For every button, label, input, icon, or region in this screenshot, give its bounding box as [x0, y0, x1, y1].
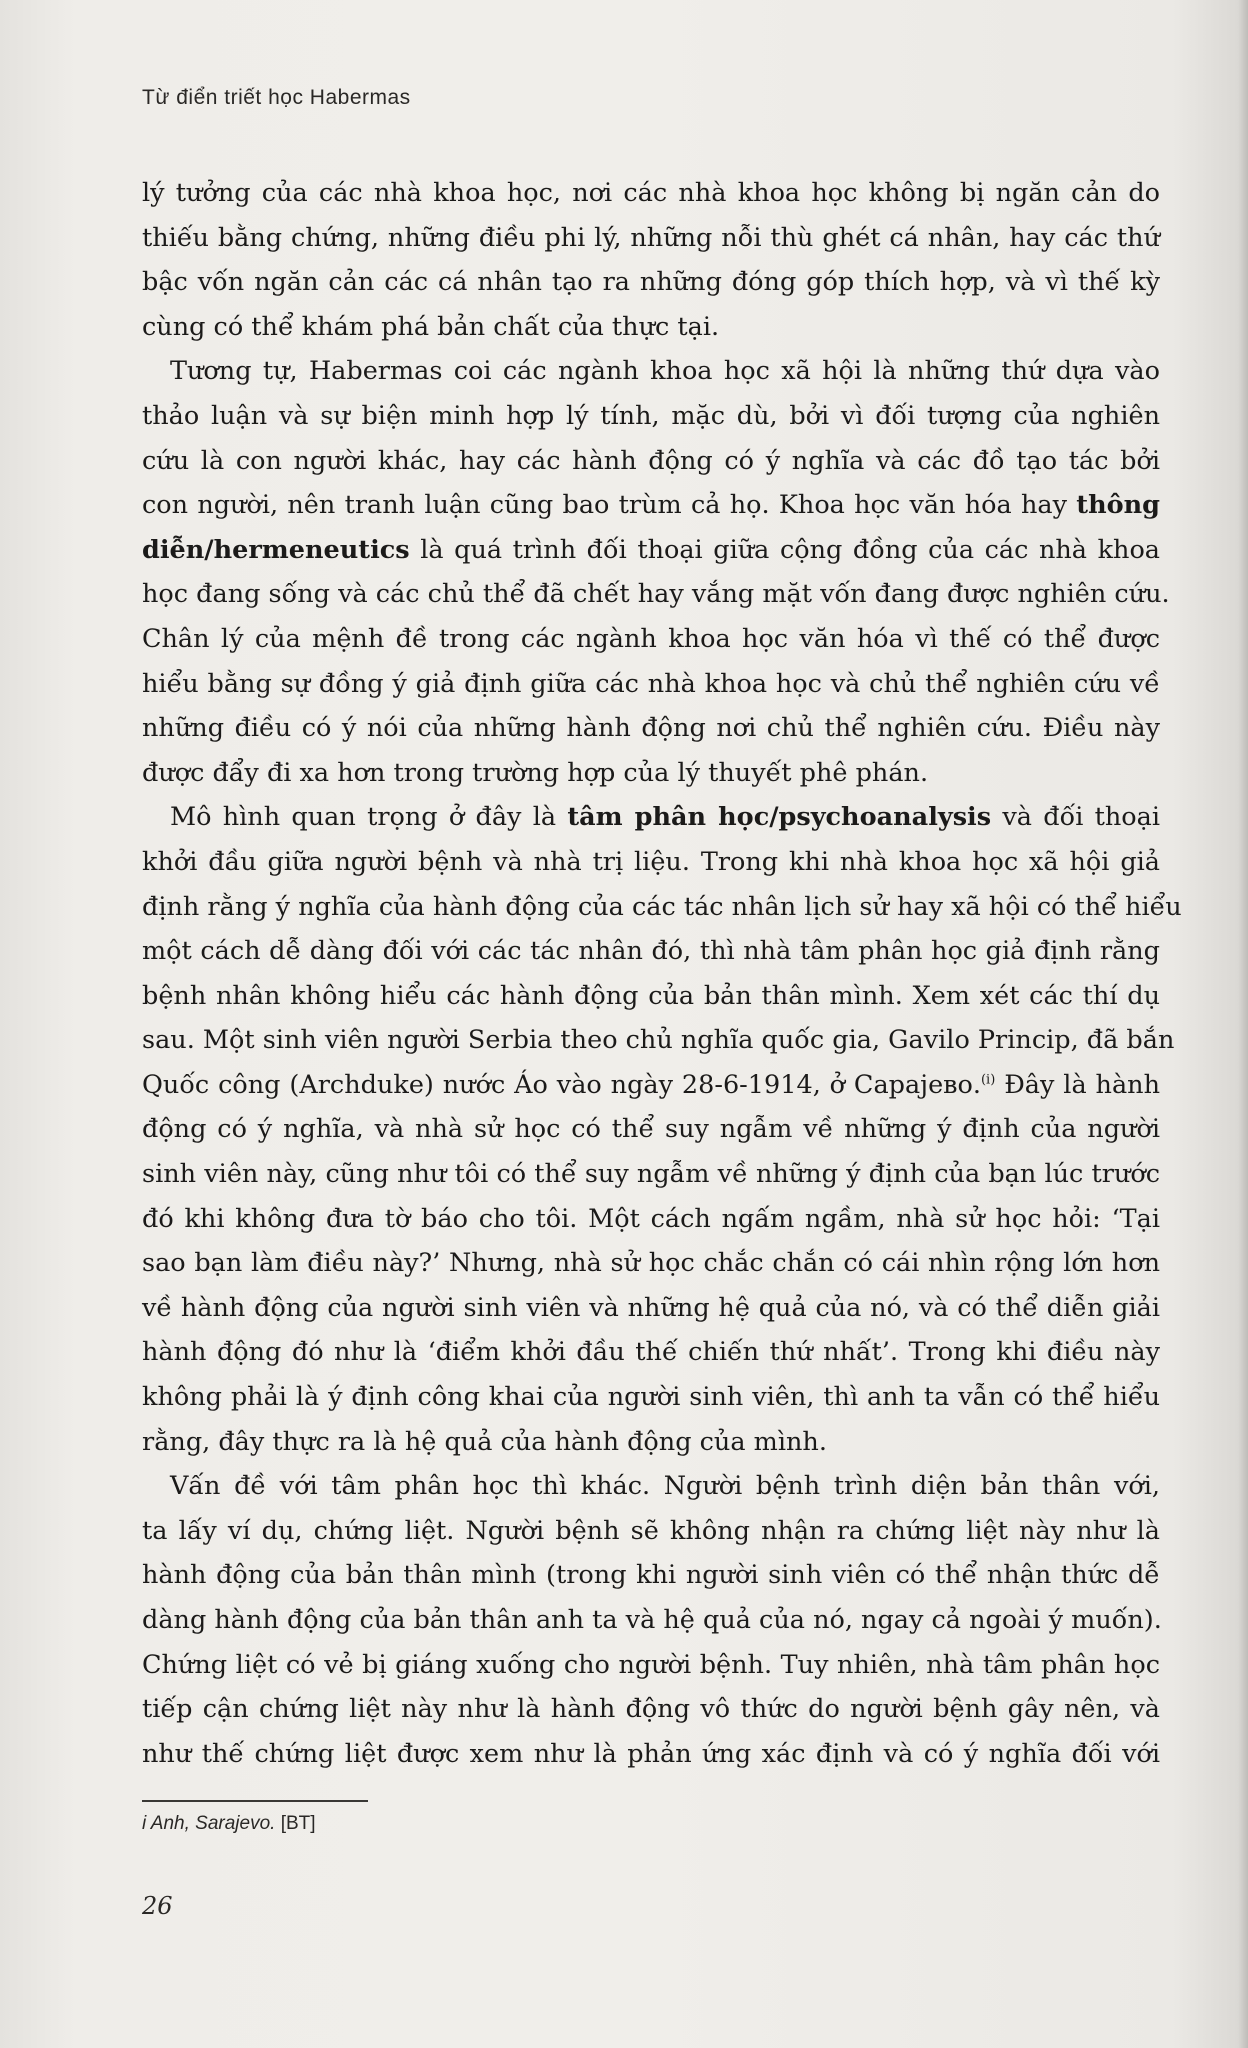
text-line: như thế chứng liệt được xem như là phản ứng xác định và có ý nghĩa đối với: [142, 1738, 1160, 1769]
paragraph-4: [142, 1464, 1160, 1776]
text-line: Chân lý của mệnh đề trong các ngành khoa học văn hóa vì thế có thể được: [142, 623, 1160, 654]
text-line: về hành động của người sinh viên và những hệ quả của nó, và có thể diễn giải: [142, 1292, 1160, 1323]
text-segment: và đối thoại: [1002, 802, 1161, 833]
text-line: Vấn đề với tâm phân học thì khác. Người bệnh trình diện bản thân với,: [170, 1471, 1160, 1502]
text-line: thảo luận và sự biện minh hợp lý tính, mặc dù, bởi vì đối tượng của nghiên: [142, 400, 1160, 431]
text-line: [142, 1063, 1160, 1108]
text-line: dàng hành động của bản thân anh ta và hệ quả của nó, ngay cả ngoài ý muốn).: [142, 1605, 1162, 1635]
paragraph-1: [142, 171, 1160, 349]
footnote-tag: [BT]: [280, 1813, 316, 1834]
text-line: hành động đó như là ‘điểm khởi đầu thế chiến thứ nhất’. Trong khi điều này: [142, 1337, 1160, 1368]
footnote-marker[interactable]: (i): [980, 1072, 996, 1088]
text-line: hành động của bản thân mình (trong khi người sinh viên có thể nhận thức dễ: [142, 1560, 1160, 1591]
text-line: đó khi không đưa tờ báo cho tôi. Một cách ngấm ngầm, nhà sử học hỏi: ‘Tại: [142, 1203, 1160, 1234]
text-line: bệnh nhân không hiểu các hành động của bản thân mình. Xem xét các thí dụ: [142, 980, 1160, 1011]
text-line: được đẩy đi xa hơn trong trường hợp của lý thuyết phê phán.: [142, 757, 929, 788]
text-line: tiếp cận chứng liệt này như là hành động vô thức do người bệnh gây nên, và: [142, 1694, 1160, 1725]
glossary-term-thong: thông: [1076, 490, 1160, 521]
text-line: không phải là ý định công khai của người sinh viên, thì anh ta vẫn có thể hiểu: [142, 1382, 1160, 1413]
footnote: [142, 1813, 316, 1835]
paragraph-2: [142, 349, 1170, 795]
text-line: động có ý nghĩa, và nhà sử học có thể suy ngẫm về những ý định của người: [142, 1114, 1160, 1145]
text-segment: con người, nên tranh luận cũng bao trùm cả họ. Khoa học văn hóa hay: [142, 490, 1068, 521]
text-line: rằng, đây thực ra là hệ quả của hành động của mình.: [142, 1426, 827, 1457]
text-line: sao bạn làm điều này?’ Nhưng, nhà sử học chắc chắn có cái nhìn rộng lớn hơn: [142, 1248, 1160, 1279]
footnote-text: i Anh, Sarajevo.: [142, 1813, 276, 1834]
page-edge-shadow: [1238, 0, 1248, 2048]
text-line: Tương tự, Habermas coi các ngành khoa học xã hội là những thứ dựa vào: [170, 356, 1160, 387]
text-line: khởi đầu giữa người bệnh và nhà trị liệu. Trong khi nhà khoa học xã hội giả: [142, 846, 1160, 877]
running-head: Từ điển triết học Habermas: [142, 86, 411, 109]
text-line: sinh viên này, cũng như tôi có thể suy ngẫm về những ý định của bạn lúc trước: [142, 1159, 1160, 1190]
text-line: [142, 795, 1160, 840]
text-line: cứu là con người khác, hay các hành động có ý nghĩa và các đồ tạo tác bởi: [142, 445, 1160, 476]
text-line: học đang sống và các chủ thể đã chết hay vắng mặt vốn đang được nghiên cứu.: [142, 579, 1170, 610]
text-line: ta lấy ví dụ, chứng liệt. Người bệnh sẽ không nhận ra chứng liệt này như là: [142, 1515, 1160, 1546]
footnote-divider: [142, 1800, 368, 1802]
text-line: [142, 528, 1160, 573]
text-line: Chứng liệt có vẻ bị giáng xuống cho người bệnh. Tuy nhiên, nhà tâm phân học: [142, 1649, 1160, 1680]
text-line: cùng có thể khám phá bản chất của thực tại.: [142, 311, 720, 342]
text-line: thiếu bằng chứng, những điều phi lý, những nỗi thù ghét cá nhân, hay các thứ: [142, 222, 1160, 253]
text-segment: Mô hình quan trọng ở đây là: [170, 802, 557, 833]
paragraph-3: [142, 795, 1182, 1464]
text-segment: Đây là hành: [1004, 1069, 1161, 1100]
text-line: [142, 483, 1160, 528]
page-number: 26: [142, 1892, 173, 1920]
text-line: lý tưởng của các nhà khoa học, nơi các nhà khoa học không bị ngăn cản do: [142, 178, 1160, 208]
text-line: sau. Một sinh viên người Serbia theo chủ nghĩa quốc gia, Gavilo Princip, đã bắn: [142, 1025, 1175, 1056]
text-line: những điều có ý nói của những hành động nơi chủ thể nghiên cứu. Điều này: [142, 713, 1160, 744]
text-line: định rằng ý nghĩa của hành động của các tác nhân lịch sử hay xã hội có thể hiểu: [142, 891, 1182, 922]
text-segment: là quá trình đối thoại giữa cộng đồng của các nhà khoa: [420, 534, 1160, 565]
glossary-term-hermeneutics: diễn/hermeneutics: [142, 534, 410, 565]
text-line: một cách dễ dàng đối với các tác nhân đó, thì nhà tâm phân học giả định rằng: [142, 936, 1160, 967]
text-line: hiểu bằng sự đồng ý giả định giữa các nhà khoa học và chủ thể nghiên cứu về: [142, 668, 1160, 699]
body-text: [142, 171, 1182, 1776]
text-segment: Quốc công (Archduke) nước Áo vào ngày 28-6-1914, ở Сарајево.: [142, 1069, 981, 1100]
glossary-term-psychoanalysis: tâm phân học/psychoanalysis: [567, 802, 992, 833]
text-line: bậc vốn ngăn cản các cá nhân tạo ra những đóng góp thích hợp, và vì thế kỳ: [142, 267, 1160, 298]
